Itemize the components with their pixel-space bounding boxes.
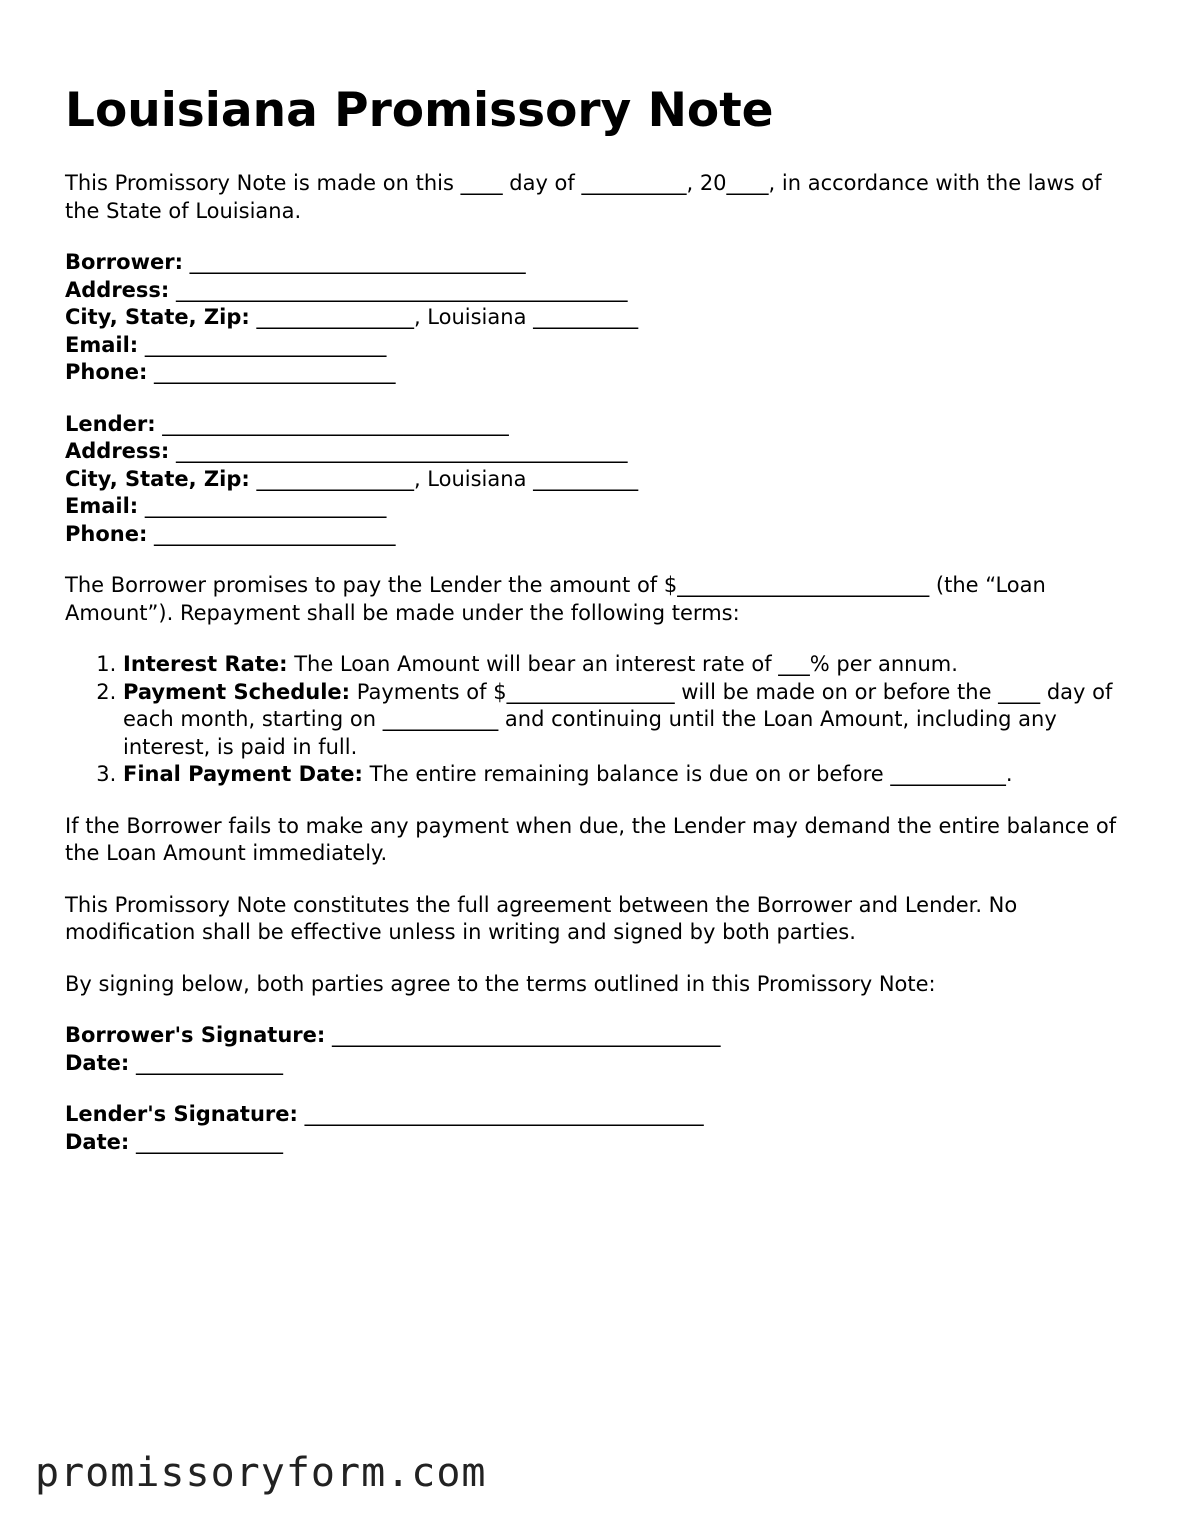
borrower-city-line [65,304,1130,332]
lender-phone-line [65,521,1130,549]
lender-address-label: Address: [65,439,170,463]
lender-city-line [65,466,1130,494]
signing-intro: By signing below, both parties agree to the terms outlined in this Promissory Note: [65,971,936,996]
lender-name-label: Lender: [65,411,156,436]
document-page [65,82,1130,1156]
term-text: The entire remaining balance is due on or before ___________. [362,762,1013,786]
borrower-phone-line [65,359,1130,387]
borrower-city-field[interactable]: _______________, Louisiana __________ [249,305,639,329]
document-title: Louisiana Promissory Note [65,83,774,138]
terms-list [65,651,1130,789]
lender-city-label: City, State, Zip: [65,466,250,491]
lender-signature-section [65,1101,1130,1156]
borrower-name-label: Borrower: [65,250,183,274]
agreement-clause: This Promissory Note constitutes the full agreement between the Borrower and Lender. No modification shall be effective unless in writing and signed by both parties. [65,892,1018,944]
lender-name-field[interactable]: _________________________________ [155,411,509,436]
borrower-section [65,249,1130,387]
lender-signature-label: Lender's Signature: [65,1102,298,1126]
lender-section [65,411,1130,549]
borrower-name-field[interactable]: ________________________________ [182,250,526,274]
borrower-signature-label: Borrower's Signature: [65,1023,326,1047]
borrower-email-line [65,332,1130,360]
borrower-address-label: Address: [65,277,170,302]
lender-address-field[interactable]: ___________________________________________ [169,439,628,463]
borrower-date-line [65,1050,1130,1078]
borrower-phone-field[interactable]: _______________________ [147,360,396,384]
default-clause: If the Borrower fails to make any payment when due, the Lender may demand the entire balance of the Loan Amount immediately. [65,813,1117,865]
borrower-address-line [65,277,1130,305]
term-text: Payments of $________________ will be made on or before the ____ day of each month, starting on ___________ and continuing until the Loan Amount, including any interest, is paid in full. [123,679,1113,759]
term-payment-schedule [123,679,1130,762]
borrower-phone-label: Phone: [65,360,148,384]
lender-email-line [65,493,1130,521]
borrower-date-field[interactable]: ______________ [129,1050,283,1075]
term-final-payment-date [123,761,1130,789]
borrower-address-field[interactable]: ___________________________________________ [169,277,628,302]
lender-email-field[interactable]: _______________________ [138,494,387,518]
term-label: Final Payment Date: [123,762,363,786]
borrower-signature-line [65,1022,1130,1050]
lender-signature-field[interactable]: ______________________________________ [297,1102,704,1126]
borrower-email-field[interactable]: _______________________ [138,332,387,357]
lender-date-label: Date: [65,1129,130,1154]
intro-paragraph: This Promissory Note is made on this ____ day of __________, 20____, in accordance with the laws of the State of Louisiana. [65,171,1102,223]
borrower-city-label: City, State, Zip: [65,305,250,329]
lender-signature-line [65,1101,1130,1129]
borrower-name-line [65,249,1130,277]
borrower-email-label: Email: [65,332,139,357]
lender-address-line [65,438,1130,466]
lender-email-label: Email: [65,494,139,518]
borrower-signature-field[interactable]: _____________________________________ [325,1023,721,1047]
term-text: The Loan Amount will bear an interest rate of ___% per annum. [287,652,958,676]
lender-city-field[interactable]: _______________, Louisiana __________ [249,466,639,491]
lender-phone-label: Phone: [65,521,148,546]
lender-phone-field[interactable]: _______________________ [147,521,396,546]
lender-name-line [65,411,1130,439]
term-label: Payment Schedule: [123,679,351,704]
promise-paragraph: The Borrower promises to pay the Lender the amount of $________________________ (the “Loan Amount”). Repayment shall be made under the following terms: [65,573,1046,625]
site-watermark: promissoryform.com [35,1450,487,1496]
lender-date-line [65,1129,1130,1157]
lender-date-field[interactable]: ______________ [129,1129,283,1154]
term-label: Interest Rate: [123,652,288,676]
borrower-date-label: Date: [65,1050,130,1075]
term-interest-rate [123,651,1130,679]
borrower-signature-section [65,1022,1130,1077]
